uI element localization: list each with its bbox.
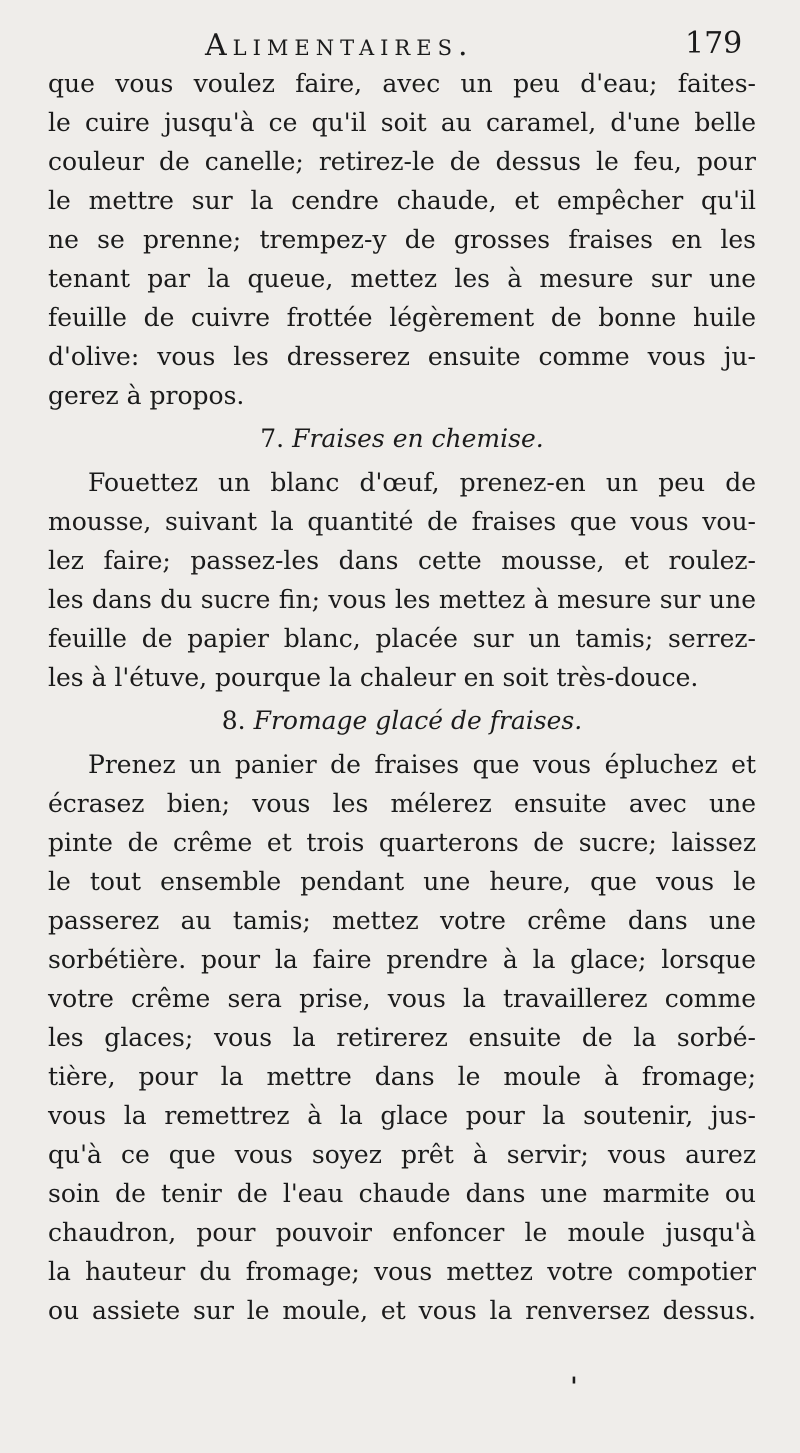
text-line: lez faire; passez-les dans cette mousse, et roulez- (48, 546, 756, 575)
printer-mark: ˌ (570, 1355, 578, 1388)
page-body (48, 64, 756, 1330)
text-line: feuille de papier blanc, placée sur un tamis; serrez- (48, 624, 756, 653)
text-line: gerez à propos. (48, 381, 245, 410)
recipe-paragraph-8 (48, 745, 756, 1330)
text-line: écrasez bien; vous les mélerez ensuite avec une (48, 789, 756, 818)
running-title: Alimentaires. (205, 28, 474, 63)
text-line: le cuire jusqu'à ce qu'il soit au caramel, d'une belle (48, 108, 756, 137)
text-line: le tout ensemble pendant une heure, que vous le (48, 867, 756, 896)
text-line: les à l'étuve, pourque la chaleur en soit très-douce. (48, 663, 699, 692)
recipe-paragraph-7 (48, 463, 756, 697)
text-line: mousse, suivant la quantité de fraises que vous vou- (48, 507, 756, 536)
text-line: Prenez un panier de fraises que vous épluchez et (88, 750, 756, 779)
section-heading-8 (48, 701, 756, 741)
text-line: ne se prenne; trempez-y de grosses fraises en les (48, 225, 756, 254)
section-heading-7 (48, 419, 756, 459)
section-number: 7. (260, 424, 285, 453)
text-line: pinte de crême et trois quarterons de sucre; laissez (48, 828, 756, 857)
text-line: votre crême sera prise, vous la travaillerez comme (48, 984, 756, 1013)
section-title: Fraises en chemise. (292, 424, 544, 453)
text-line: feuille de cuivre frottée légèrement de bonne huile (48, 303, 756, 332)
text-line: que vous voulez faire, avec un peu d'eau; faites- (48, 69, 756, 98)
paragraph-continued (48, 64, 756, 415)
text-line: sorbétière. pour la faire prendre à la glace; lorsque (48, 945, 756, 974)
text-line: Fouettez un blanc d'œuf, prenez-en un peu de (88, 468, 756, 497)
text-line: passerez au tamis; mettez votre crême dans une (48, 906, 756, 935)
text-line: tenant par la queue, mettez les à mesure sur une (48, 264, 756, 293)
page-header (0, 24, 800, 68)
text-line: le mettre sur la cendre chaude, et empêcher qu'il (48, 186, 756, 215)
text-line: tière, pour la mettre dans le moule à fromage; (48, 1062, 756, 1091)
section-title: Fromage glacé de fraises. (253, 706, 583, 735)
page-number: 179 (685, 26, 743, 61)
text-line: vous la remettrez à la glace pour la soutenir, jus- (48, 1101, 756, 1130)
text-line: qu'à ce que vous soyez prêt à servir; vous aurez (48, 1140, 756, 1169)
text-line: couleur de canelle; retirez-le de dessus le feu, pour (48, 147, 756, 176)
text-line: les dans du sucre fin; vous les mettez à mesure sur une (48, 585, 756, 614)
text-line: ou assiete sur le moule, et vous la renversez dessus. (48, 1296, 756, 1325)
text-line: chaudron, pour pouvoir enfoncer le moule jusqu'à (48, 1218, 756, 1247)
text-line: soin de tenir de l'eau chaude dans une marmite ou (48, 1179, 756, 1208)
text-line: les glaces; vous la retirerez ensuite de la sorbé- (48, 1023, 756, 1052)
text-line: la hauteur du fromage; vous mettez votre compotier (48, 1257, 756, 1286)
section-number: 8. (221, 706, 246, 735)
text-line: d'olive: vous les dresserez ensuite comme vous ju- (48, 342, 756, 371)
